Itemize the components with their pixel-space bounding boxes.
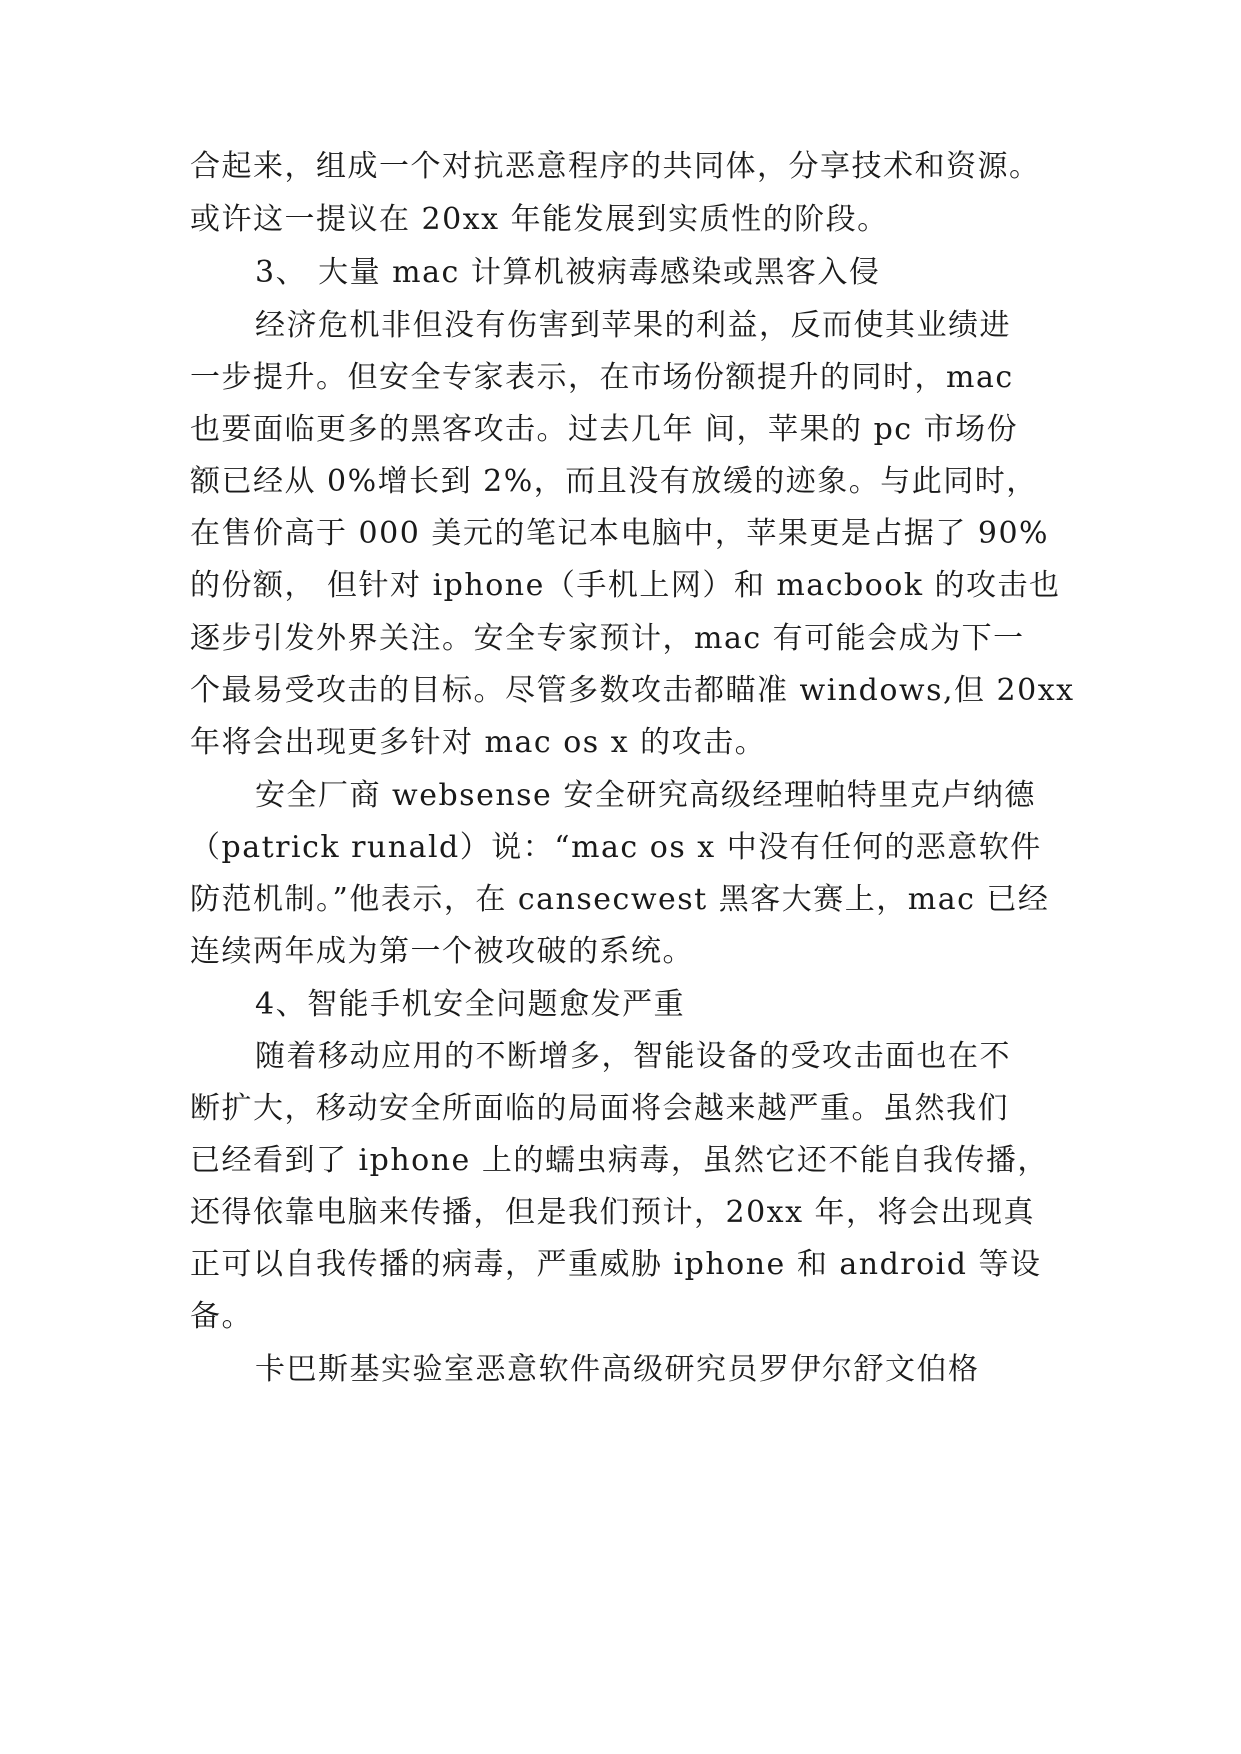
text-line: 一步提升。但安全专家表示，在市场份额提升的同时，mac (190, 360, 1014, 395)
text-line: 备。 (190, 1299, 253, 1334)
text-line: 断扩大，移动安全所面临的局面将会越来越严重。虽然我们 (190, 1091, 1009, 1126)
text-line: 的份额， 但针对 iphone（手机上网）和 macbook 的攻击也 (190, 568, 1061, 603)
text-line: 还得依靠电脑来传播，但是我们预计，20xx 年，将会出现真 (190, 1195, 1036, 1230)
section-heading: 4、智能手机安全问题愈发严重 (255, 987, 686, 1022)
text-line: 个最易受攻击的目标。尽管多数攻击都瞄准 windows,但 20xx (190, 673, 1075, 708)
text-line: 卡巴斯基实验室恶意软件高级研究员罗伊尔舒文伯格 (255, 1352, 980, 1387)
text-line: 连续两年成为第一个被攻破的系统。 (190, 934, 694, 969)
text-line: 安全厂商 websense 安全研究高级经理帕特里克卢纳德 (255, 778, 1036, 813)
text-line: 防范机制。”他表示，在 cansecwest 黑客大赛上，mac 已经 (190, 882, 1050, 917)
text-line: 随着移动应用的不断增多，智能设备的受攻击面也在不 (255, 1039, 1011, 1074)
text-line: 或许这一提议在 20xx 年能发展到实质性的阶段。 (190, 202, 889, 237)
text-line: （patrick runald）说：“mac os x 中没有任何的恶意软件 (190, 830, 1042, 865)
text-line: 年将会出现更多针对 mac os x 的攻击。 (190, 725, 767, 760)
text-line: 在售价高于 000 美元的笔记本电脑中，苹果更是占据了 90% (190, 516, 1050, 551)
text-line: 经济危机非但没有伤害到苹果的利益，反而使其业绩进 (255, 308, 1011, 343)
text-line: 已经看到了 iphone 上的蠕虫病毒，虽然它还不能自我传播， (190, 1143, 1049, 1178)
text-line: 逐步引发外界关注。安全专家预计，mac 有可能会成为下一 (190, 621, 1025, 656)
text-line: 也要面临更多的黑客攻击。过去几年 间，苹果的 pc 市场份 (190, 412, 1019, 447)
text-line: 正可以自我传播的病毒，严重威胁 iphone 和 android 等设 (190, 1247, 1042, 1282)
section-heading: 3、 大量 mac 计算机被病毒感染或黑客入侵 (255, 255, 881, 290)
text-line: 额已经从 0%增长到 2%，而且没有放缓的迹象。与此同时， (190, 464, 1038, 499)
text-line: 合起来，组成一个对抗恶意程序的共同体，分享技术和资源。 (190, 149, 1041, 184)
